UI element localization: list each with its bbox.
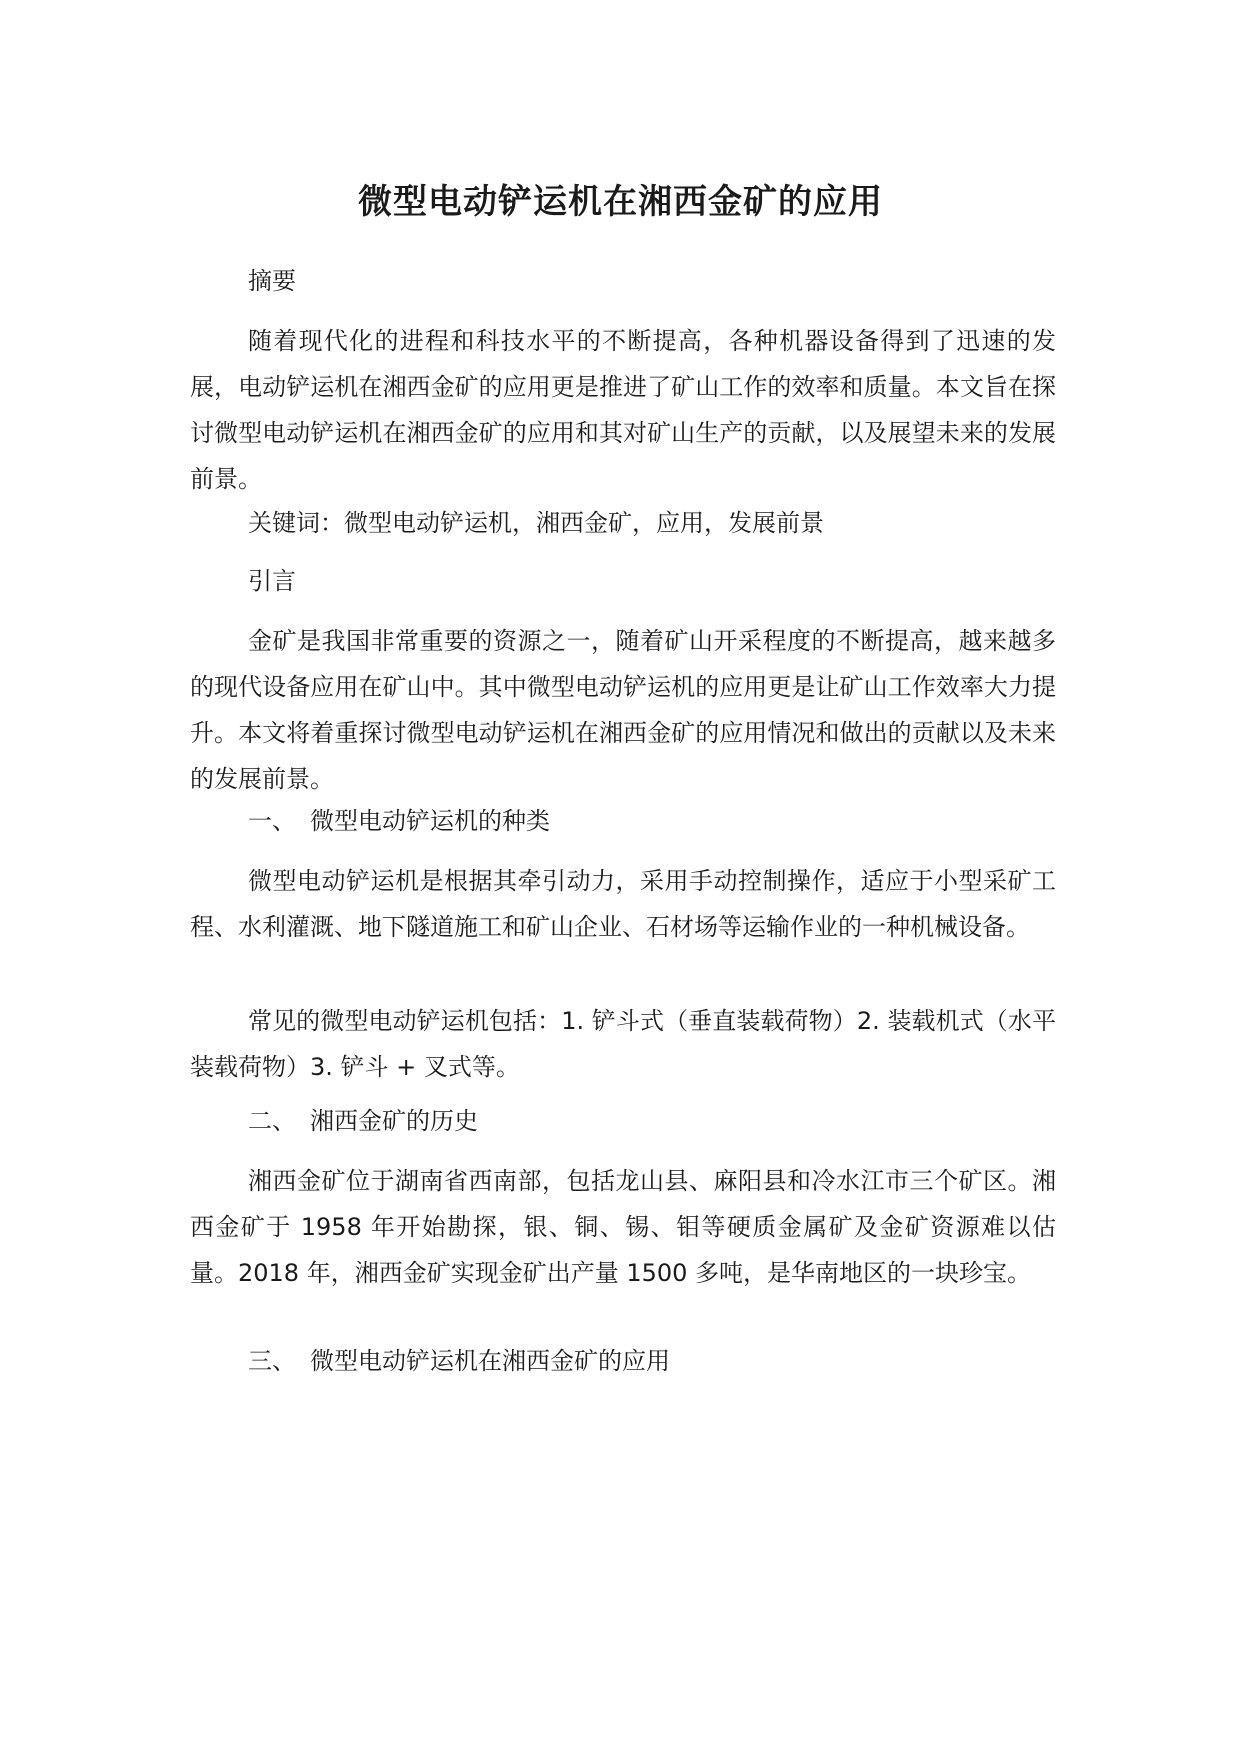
section2-title: 湘西金矿的历史	[310, 1107, 478, 1135]
section2-heading	[190, 1098, 1056, 1144]
section1-paragraph-1: 微型电动铲运机是根据其牵引动力，采用手动控制操作，适应于小型采矿工程、水利灌溉、地下隧道施工和矿山企业、石材场等运输作业的一种机械设备。	[190, 867, 1056, 941]
intro-paragraph: 金矿是我国非常重要的资源之一，随着矿山开采程度的不断提高，越来越多的现代设备应用在矿山中。其中微型电动铲运机的应用更是让矿山工作效率大力提升。本文将着重探讨微型电动铲运机在湘西金矿的应用情况和做出的贡献以及未来的发展前景。	[190, 627, 1056, 793]
document-title: 微型电动铲运机在湘西金矿的应用	[358, 182, 883, 222]
intro-heading: 引言	[248, 567, 296, 595]
section2-paragraph-1: 湘西金矿位于湖南省西南部，包括龙山县、麻阳县和冷水江市三个矿区。湘西金矿于 1958 年开始勘探，银、铜、锡、钼等硬质金属矿及金矿资源难以估量。2018 年，湘西金矿实现金矿出产量 1500 多吨，是华南地区的一块珍宝。	[190, 1167, 1056, 1287]
abstract-paragraph: 随着现代化的进程和科技水平的不断提高，各种机器设备得到了迅速的发展，电动铲运机在湘西金矿的应用更是推进了矿山工作的效率和质量。本文旨在探讨微型电动铲运机在湘西金矿的应用和其对矿山生产的贡献，以及展望未来的发展前景。	[190, 327, 1056, 493]
abstract-heading-block	[190, 258, 1056, 304]
section2-number: 二、	[248, 1107, 296, 1135]
section3-title: 微型电动铲运机在湘西金矿的应用	[310, 1347, 670, 1375]
section1-paragraph-2: 常见的微型电动铲运机包括：1. 铲斗式（垂直装载荷物）2. 装载机式（水平装载荷物）3. 铲斗 + 叉式等。	[190, 1007, 1056, 1081]
section1-heading-block	[190, 798, 1056, 844]
section3-heading	[190, 1338, 1056, 1384]
section2-heading-block	[190, 1098, 1056, 1144]
abstract-block	[190, 318, 1056, 502]
section1-para2-block	[190, 998, 1056, 1090]
section3-number: 三、	[248, 1347, 296, 1375]
section1-para1-block	[190, 858, 1056, 950]
intro-block	[190, 618, 1056, 802]
section1-number: 一、	[248, 807, 296, 835]
section1-title: 微型电动铲运机的种类	[310, 807, 550, 835]
section3-heading-block	[190, 1338, 1056, 1384]
keywords-line: 关键词：微型电动铲运机，湘西金矿，应用，发展前景	[248, 509, 824, 537]
section2-para1-block	[190, 1158, 1056, 1296]
keywords-block	[190, 500, 1056, 546]
section1-heading	[190, 798, 1056, 844]
intro-heading-block	[190, 558, 1056, 604]
abstract-heading: 摘要	[248, 267, 296, 295]
